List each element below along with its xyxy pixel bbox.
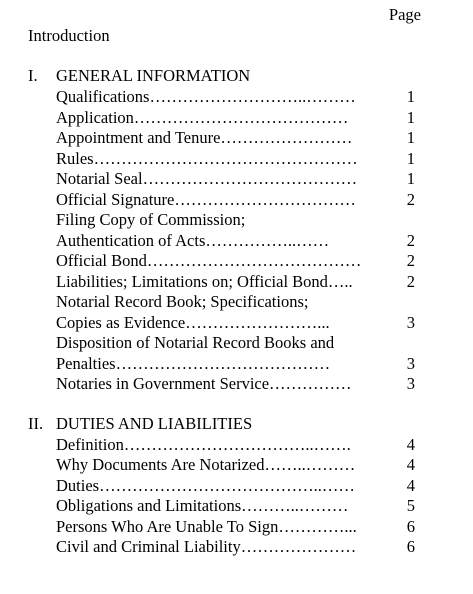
toc-entry-label: Penalties………………………………… (56, 354, 331, 373)
toc-entry-page: 3 (406, 374, 415, 393)
toc-entry-label: Liabilities; Limitations on; Official Bond….. (56, 272, 353, 291)
toc-entry-label: Filing Copy of Commission; (56, 210, 246, 229)
toc-entry-page: 6 (406, 537, 415, 556)
toc-entry-label: Appointment and Tenure…………………… (56, 128, 353, 147)
toc-entry-label: Qualifications………………………..……… (56, 87, 356, 106)
toc-entry-page: 1 (406, 169, 415, 188)
toc-entry-page: 5 (406, 496, 415, 515)
section-title: GENERAL INFORMATION (56, 66, 251, 85)
section-title: DUTIES AND LIABILITIES (56, 414, 253, 433)
toc-entry-label: Definition……………………………..……. (56, 435, 351, 454)
toc-entry-page: 1 (406, 108, 415, 127)
section-number: I. (28, 66, 38, 85)
toc-entry-label: Notarial Record Book; Specifications; (56, 292, 309, 311)
toc-entry-page: 3 (406, 354, 415, 373)
toc-entry-label: Persons Who Are Unable To Sign…………... (56, 517, 357, 536)
toc-entry-label: Official Bond………………………………… (56, 251, 362, 270)
toc-entry-label: Authentication of Acts……………..…… (56, 231, 330, 250)
toc-entry-page: 1 (406, 128, 415, 147)
toc-entry-page: 2 (406, 272, 415, 291)
toc-entry-page: 4 (406, 435, 415, 454)
toc-entry-label: Obligations and Limitations………..……… (56, 496, 349, 515)
toc-entry-label: Official Signature…………………………… (56, 190, 356, 209)
toc-entry-label: Rules………………………………………… (56, 149, 358, 168)
toc-entry-label: Disposition of Notarial Record Books and (56, 333, 335, 352)
toc-entry-page: 1 (406, 149, 415, 168)
toc-entry-label: Copies as Evidence……………………... (56, 313, 330, 332)
toc-entry-label: Notarial Seal………………………………… (56, 169, 358, 188)
toc-entry-page: 1 (406, 87, 415, 106)
toc-entry-page: 3 (406, 313, 415, 332)
toc-entry-label: Civil and Criminal Liability………………… (56, 537, 357, 556)
toc-entry-page: 2 (406, 251, 415, 270)
toc-entry-label: Notaries in Government Service…………… (56, 374, 352, 393)
toc-entry-page: 4 (406, 476, 415, 495)
toc-entry-page: 2 (406, 190, 415, 209)
toc-entry-label: Duties…………………………………..…… (56, 476, 355, 495)
page-column-header: Page (388, 5, 421, 24)
toc-introduction: Introduction (28, 26, 110, 45)
toc-entry-page: 2 (406, 231, 415, 250)
toc-entry-page: 6 (406, 517, 415, 536)
toc-entry-label: Why Documents Are Notarized……..……… (56, 455, 356, 474)
toc-entry-label: Application………………………………… (56, 108, 349, 127)
toc-entry-page: 4 (406, 455, 415, 474)
section-number: II. (28, 414, 44, 433)
